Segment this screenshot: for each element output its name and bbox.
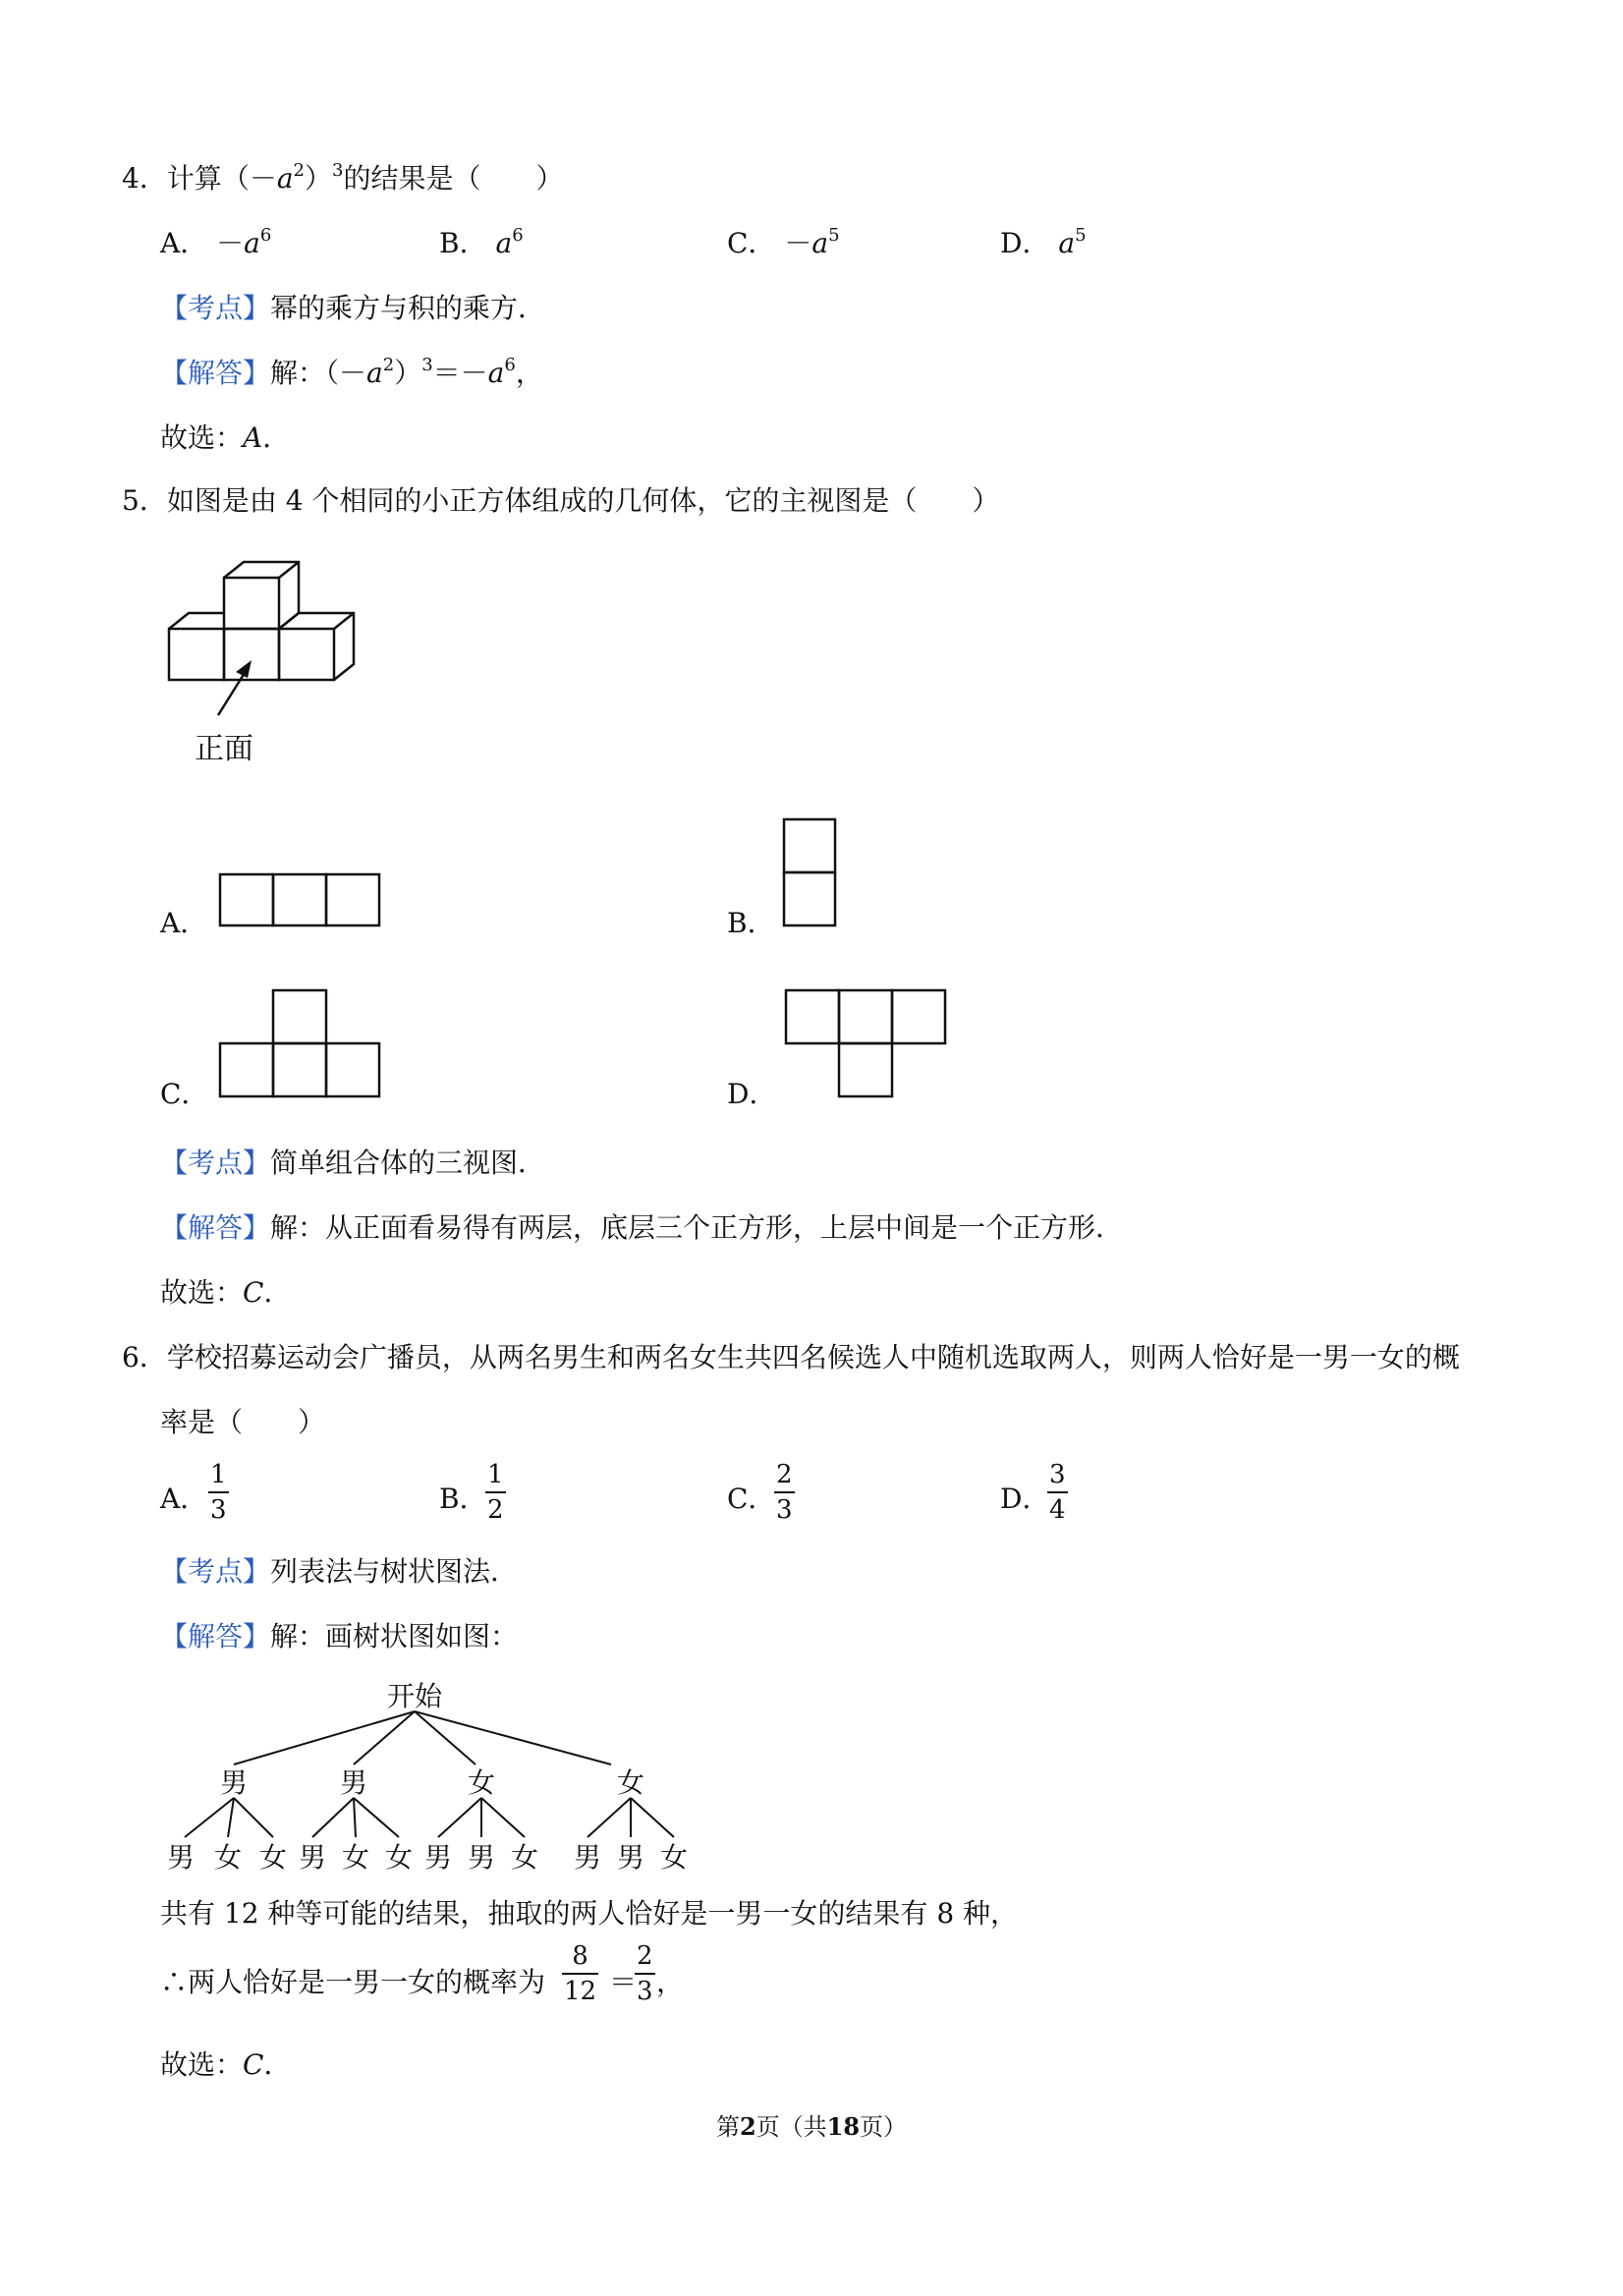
kaodian-tag: 【考点】 (160, 1555, 271, 1588)
tree-l2-node: 女 (341, 1841, 370, 1874)
q5-jieda: 【解答】解：从正面看易得有两层，底层三个正方形，上层中间是一个正方形． (160, 1211, 1124, 1244)
tree-l2-node: 男 (467, 1841, 496, 1874)
q5-option-b-figure[interactable] (778, 813, 841, 929)
tree-l2-node: 男 (616, 1841, 645, 1874)
q5-kaodian: 【考点】简单组合体的三视图． (160, 1147, 546, 1179)
tree-l2-node: 女 (384, 1841, 414, 1874)
tree-l2-node: 女 (659, 1841, 689, 1874)
page-footer: 第2页（共18页） (715, 2112, 908, 2141)
tree-l2-node: 男 (423, 1841, 453, 1874)
q5-option-b-label[interactable]: B． (727, 907, 775, 939)
tree-l2-node: 男 (166, 1841, 196, 1874)
q6-option-a-label[interactable]: A． (160, 1483, 208, 1515)
q4-jieda: 【解答】解：$(-a^2)^3=-a^6$， (160, 355, 543, 389)
q4-answer: 故选：A． (160, 421, 291, 454)
cube-middle-front (224, 629, 279, 680)
q6-stem-line2: 率是（ ） (160, 1406, 326, 1438)
q6-option-b-label[interactable]: B． (439, 1483, 487, 1515)
q6-result-line: 共有 12 种等可能的结果，抽取的两人恰好是一男一女的结果有 8 种， (160, 1897, 1019, 1930)
q4-kaodian: 【考点】幂的乘方与积的乘方． (160, 292, 546, 324)
q5-option-a-label[interactable]: A． (160, 907, 208, 939)
cube-right-front (279, 629, 334, 680)
q5-answer: 故选：C． (160, 1276, 292, 1309)
q6-answer: 故选：C． (160, 2048, 292, 2081)
tree-l2-node: 女 (258, 1841, 288, 1874)
q6-kaodian: 【考点】列表法与树状图法． (160, 1555, 519, 1588)
q4-option-b[interactable]: B． $a^6$ (439, 225, 524, 259)
q6-prob-eq: ＝ (609, 1966, 638, 1998)
q4-stem: 4．计算$(-a^2)^3$的结果是（ ） (122, 160, 564, 195)
tree-l1-node: 男 (219, 1766, 249, 1799)
q5-solid-figure (157, 550, 373, 776)
tree-l2-node: 女 (213, 1841, 243, 1874)
tree-l2-node: 女 (510, 1841, 539, 1874)
q6-option-d-fraction[interactable]: 3 4 (1049, 1460, 1066, 1525)
tree-l1-node: 男 (339, 1766, 368, 1799)
q6-prob-prefix: ∴两人恰好是一男一女的概率为 (160, 1966, 546, 1998)
jieda-tag: 【解答】 (160, 1620, 271, 1652)
q6-stem-line1: 6．学校招募运动会广播员，从两名男生和两名女生共四名候选人中随机选取两人，则两人恰好是一男一女的概 (122, 1341, 1460, 1373)
q5-option-a-figure[interactable] (214, 868, 383, 929)
q6-option-c-fraction[interactable]: 2 3 (776, 1460, 793, 1525)
q4-option-c[interactable]: C． $-a^5$ (727, 225, 840, 259)
tree-l2-node: 男 (573, 1841, 602, 1874)
cube-top-front (224, 578, 279, 629)
q6-tree-diagram (157, 1670, 707, 1876)
q5-option-c-figure[interactable] (214, 984, 383, 1100)
jieda-tag: 【解答】 (160, 1211, 271, 1244)
jieda-tag: 【解答】 (160, 357, 271, 389)
q5-option-d-figure[interactable] (780, 984, 949, 1100)
kaodian-tag: 【考点】 (160, 1147, 271, 1179)
q6-option-d-label[interactable]: D． (1000, 1483, 1050, 1515)
q6-option-b-fraction[interactable]: 1 2 (487, 1460, 504, 1525)
kaodian-tag: 【考点】 (160, 292, 271, 324)
tree-l2-node: 男 (298, 1841, 327, 1874)
q6-option-c-label[interactable]: C． (727, 1483, 776, 1515)
q6-option-a-fraction[interactable]: 1 3 (210, 1460, 227, 1525)
q6-jieda: 【解答】解：画树状图如图： (160, 1620, 519, 1652)
q4-option-d[interactable]: D． $a^5$ (1000, 225, 1087, 259)
front-label: 正面 (195, 732, 253, 766)
cube-left-front (169, 629, 224, 680)
q5-stem: 5．如图是由 4 个相同的小正方体组成的几何体，它的主视图是（ ） (122, 484, 1000, 517)
tree-l1-node: 女 (616, 1766, 645, 1799)
q6-prob-suffix: ， (656, 1966, 685, 1998)
q4-option-a[interactable]: A． $-a^6$ (160, 225, 272, 259)
tree-l1-node: 女 (467, 1766, 496, 1799)
arrow-head-icon (236, 660, 252, 678)
q5-option-c-label[interactable]: C． (160, 1078, 209, 1110)
q6-prob-fraction-1: 8 12 (564, 1941, 597, 2006)
q5-option-d-label[interactable]: D． (727, 1078, 777, 1110)
q6-prob-fraction-2: 2 3 (637, 1941, 653, 2006)
tree-root: 开始 (386, 1680, 443, 1712)
